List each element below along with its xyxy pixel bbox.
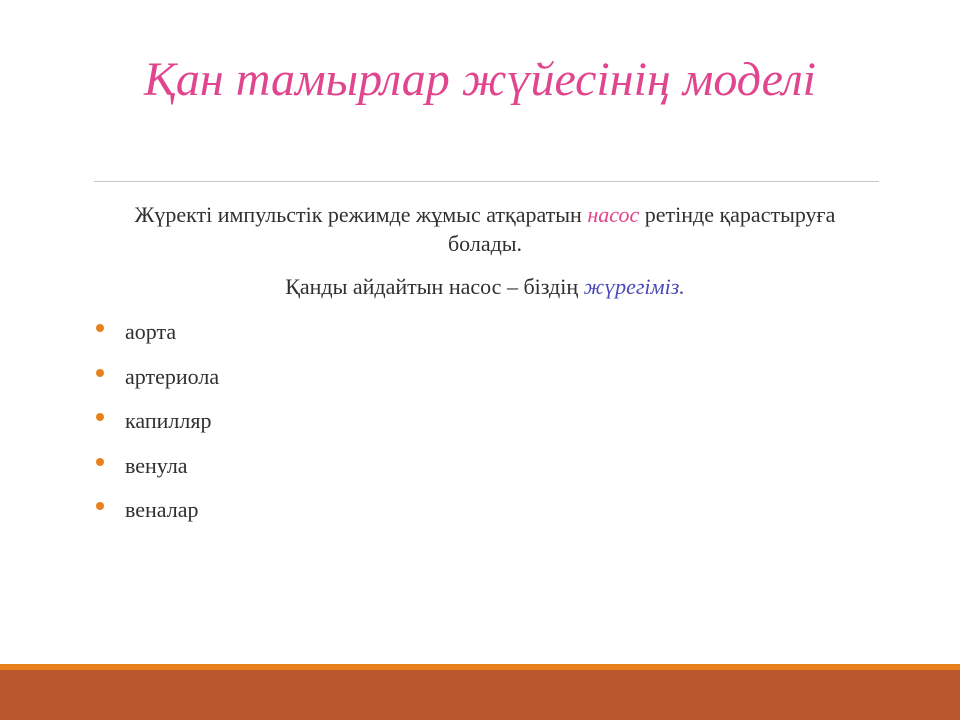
paragraph-pump-before: Жүректі импульстік режимде жұмыс атқаратын (134, 202, 588, 227)
footer-bar (0, 670, 960, 720)
bullet-dot-icon (96, 458, 104, 466)
list-item-label: капилляр (125, 408, 212, 433)
list-item-label: артериола (125, 363, 220, 389)
paragraph-pump (110, 200, 860, 258)
paragraph-pump-after: ретінде қарастыруға болады. (447, 202, 836, 256)
list-item-label: венула (125, 452, 188, 478)
list-item-label: веналар (125, 497, 199, 522)
bullet-dot-icon (96, 413, 104, 421)
bullet-dot-icon (96, 369, 104, 377)
slide-title: Қан тамырлар жүйесінің моделі (144, 53, 816, 106)
paragraph-heart-before: Қанды айдайтын насос – біздің (285, 274, 584, 299)
paragraph-heart (110, 272, 860, 301)
bullet-dot-icon (96, 502, 104, 510)
bullet-dot-icon (96, 324, 104, 332)
title-divider (94, 181, 879, 182)
list-item-label: аорта (125, 319, 177, 344)
highlight-heart-word: жүрегіміз. (583, 274, 685, 299)
highlight-pump-word: насос (587, 202, 640, 227)
